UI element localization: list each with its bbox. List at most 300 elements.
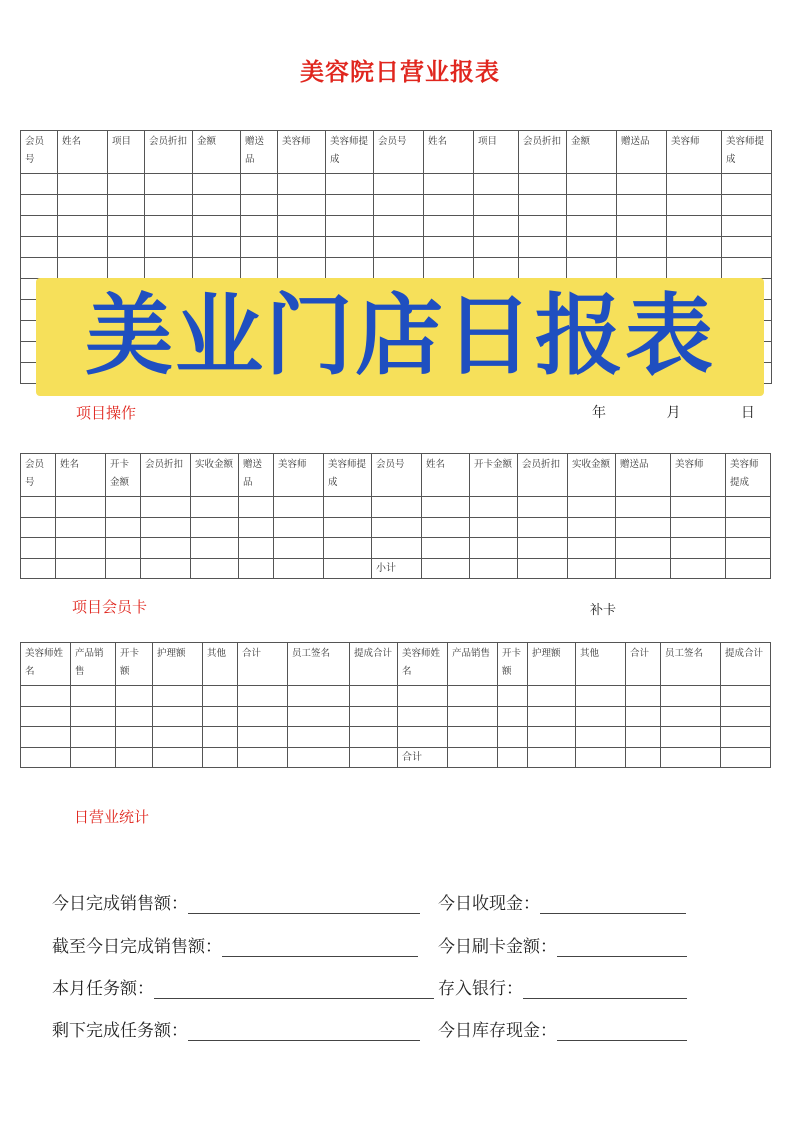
column-header: 会员号 bbox=[372, 454, 422, 497]
column-header: 项目 bbox=[474, 131, 519, 174]
column-header: 金额 bbox=[193, 131, 241, 174]
table-cell[interactable] bbox=[667, 258, 722, 279]
table-cell[interactable] bbox=[108, 258, 145, 279]
column-header: 实收金额 bbox=[191, 454, 239, 497]
table-cell[interactable] bbox=[374, 216, 424, 237]
table-cell[interactable] bbox=[617, 258, 667, 279]
table-cell[interactable] bbox=[372, 538, 422, 559]
report-title: 美容院日营业报表 bbox=[300, 58, 500, 86]
column-header: 美容师 bbox=[667, 131, 722, 174]
column-header: 员工签名 bbox=[288, 643, 350, 686]
table-cell[interactable] bbox=[721, 706, 771, 727]
table-cell[interactable] bbox=[203, 727, 238, 748]
table-cell[interactable] bbox=[474, 174, 519, 195]
table-cell[interactable] bbox=[21, 195, 58, 216]
table-cell[interactable] bbox=[398, 686, 448, 707]
table-cell[interactable] bbox=[567, 195, 617, 216]
table-cell[interactable] bbox=[191, 558, 239, 579]
table-row bbox=[21, 174, 772, 195]
table-cell[interactable] bbox=[241, 174, 278, 195]
column-header: 会员折扣 bbox=[145, 131, 193, 174]
blank-line[interactable] bbox=[557, 938, 687, 957]
table-cell[interactable] bbox=[71, 686, 116, 707]
table-cell[interactable] bbox=[324, 517, 372, 538]
table-cell[interactable] bbox=[519, 258, 567, 279]
table-cell[interactable] bbox=[422, 497, 470, 518]
table-cell[interactable] bbox=[116, 706, 153, 727]
table-cell[interactable] bbox=[153, 686, 203, 707]
column-header: 会员折扣 bbox=[519, 131, 567, 174]
table-cell[interactable] bbox=[278, 174, 326, 195]
table-cell[interactable] bbox=[106, 497, 141, 518]
table-cell[interactable] bbox=[274, 497, 324, 518]
column-header: 护理额 bbox=[153, 643, 203, 686]
table-cell[interactable] bbox=[616, 517, 671, 538]
table-cell[interactable] bbox=[106, 558, 141, 579]
table-cell[interactable] bbox=[108, 216, 145, 237]
table-cell[interactable] bbox=[58, 216, 108, 237]
table-cell[interactable] bbox=[722, 174, 772, 195]
table-cell[interactable] bbox=[241, 237, 278, 258]
table-cell[interactable] bbox=[528, 686, 576, 707]
column-header: 开卡金额 bbox=[106, 454, 141, 497]
table-cell[interactable] bbox=[667, 174, 722, 195]
table-row bbox=[21, 538, 771, 559]
table-cell[interactable] bbox=[21, 538, 56, 559]
column-header: 美容师 bbox=[278, 131, 326, 174]
table-cell[interactable] bbox=[474, 258, 519, 279]
table-cell[interactable] bbox=[71, 747, 116, 768]
table-cell[interactable] bbox=[661, 747, 721, 768]
column-header: 产品销售 bbox=[71, 643, 116, 686]
column-header: 员工签名 bbox=[661, 643, 721, 686]
table-total-label: 合计 bbox=[398, 747, 448, 768]
section-label-project-operation: 项目操作 bbox=[76, 404, 137, 422]
table-cell[interactable] bbox=[326, 237, 374, 258]
table-cell[interactable] bbox=[568, 538, 616, 559]
column-header: 赠送品 bbox=[616, 454, 671, 497]
column-header: 项目 bbox=[108, 131, 145, 174]
table-cell[interactable] bbox=[58, 195, 108, 216]
table-cell[interactable] bbox=[722, 237, 772, 258]
table-cell[interactable] bbox=[422, 517, 470, 538]
column-header: 其他 bbox=[203, 643, 238, 686]
table-cell[interactable] bbox=[241, 195, 278, 216]
table-cell[interactable] bbox=[288, 706, 350, 727]
table-cell[interactable] bbox=[326, 216, 374, 237]
blank-line[interactable] bbox=[557, 1022, 687, 1041]
table-cell[interactable] bbox=[21, 174, 58, 195]
table-row bbox=[21, 517, 771, 538]
table-cell[interactable] bbox=[145, 237, 193, 258]
table-cell[interactable] bbox=[671, 517, 726, 538]
table-cell[interactable] bbox=[576, 706, 626, 727]
table-cell[interactable] bbox=[278, 216, 326, 237]
table-cell[interactable] bbox=[617, 237, 667, 258]
table-cell[interactable] bbox=[518, 517, 568, 538]
table-cell[interactable] bbox=[193, 258, 241, 279]
blank-line[interactable] bbox=[154, 980, 434, 999]
blank-line[interactable] bbox=[222, 938, 418, 957]
table-row bbox=[21, 497, 771, 518]
table-cell[interactable] bbox=[141, 497, 191, 518]
table-cell[interactable] bbox=[424, 237, 474, 258]
column-header: 合计 bbox=[626, 643, 661, 686]
table-cell[interactable] bbox=[372, 517, 422, 538]
table-cell[interactable] bbox=[626, 706, 661, 727]
table-row bbox=[21, 727, 771, 748]
table-cell[interactable] bbox=[239, 517, 274, 538]
column-header: 美容师提成 bbox=[324, 454, 372, 497]
table-row bbox=[21, 237, 772, 258]
table-cell[interactable] bbox=[567, 258, 617, 279]
table-cell[interactable] bbox=[470, 497, 518, 518]
header-row bbox=[21, 643, 771, 686]
table-cell[interactable] bbox=[374, 195, 424, 216]
table-cell[interactable] bbox=[519, 216, 567, 237]
table-cell[interactable] bbox=[448, 727, 498, 748]
blank-line[interactable] bbox=[523, 980, 687, 999]
table-row bbox=[21, 706, 771, 727]
table-cell[interactable] bbox=[498, 706, 528, 727]
table-row bbox=[21, 195, 772, 216]
table-cell[interactable] bbox=[726, 558, 771, 579]
table-cell[interactable] bbox=[498, 727, 528, 748]
column-header: 赠送品 bbox=[241, 131, 278, 174]
table-cell[interactable] bbox=[116, 747, 153, 768]
table-cell[interactable] bbox=[274, 517, 324, 538]
table-row bbox=[21, 686, 771, 707]
column-header: 会员折扣 bbox=[141, 454, 191, 497]
table-cell[interactable] bbox=[567, 216, 617, 237]
column-header: 美容师提成 bbox=[722, 131, 772, 174]
table-cell[interactable] bbox=[424, 195, 474, 216]
table-cell[interactable] bbox=[722, 258, 772, 279]
table-cell[interactable] bbox=[145, 195, 193, 216]
table-cell[interactable] bbox=[661, 727, 721, 748]
table-row bbox=[21, 258, 772, 279]
table-cell[interactable] bbox=[616, 497, 671, 518]
summary-label: 剩下完成任务额： bbox=[52, 1021, 188, 1041]
table-cell[interactable] bbox=[626, 727, 661, 748]
table-cell[interactable] bbox=[191, 497, 239, 518]
table-cell[interactable] bbox=[326, 174, 374, 195]
table-cell[interactable] bbox=[21, 497, 56, 518]
column-header: 美容师提成 bbox=[726, 454, 771, 497]
table-cell[interactable] bbox=[398, 706, 448, 727]
column-header: 会员号 bbox=[21, 454, 56, 497]
column-header: 会员号 bbox=[374, 131, 424, 174]
column-header: 美容师提成 bbox=[326, 131, 374, 174]
table-cell[interactable] bbox=[474, 237, 519, 258]
table-cell[interactable] bbox=[721, 727, 771, 748]
column-header: 美容师 bbox=[671, 454, 726, 497]
summary-label: 今日刷卡金额： bbox=[438, 937, 557, 957]
table-cell[interactable] bbox=[145, 174, 193, 195]
table-cell[interactable] bbox=[58, 174, 108, 195]
column-header: 其他 bbox=[576, 643, 626, 686]
table-cell[interactable] bbox=[326, 258, 374, 279]
table-cell[interactable] bbox=[576, 747, 626, 768]
reissue-card-label: 补卡 bbox=[590, 603, 617, 618]
table-cell[interactable] bbox=[518, 538, 568, 559]
table-cell[interactable] bbox=[498, 686, 528, 707]
table-cell[interactable] bbox=[518, 558, 568, 579]
table-cell[interactable] bbox=[324, 538, 372, 559]
table-cell[interactable] bbox=[667, 195, 722, 216]
table-cell[interactable] bbox=[21, 558, 56, 579]
column-header: 赠送品 bbox=[239, 454, 274, 497]
table-cell[interactable] bbox=[567, 237, 617, 258]
table-cell[interactable] bbox=[239, 497, 274, 518]
section-label-daily-stats: 日营业统计 bbox=[74, 808, 150, 826]
table-cell[interactable] bbox=[576, 686, 626, 707]
table-cell[interactable] bbox=[274, 558, 324, 579]
table-cell[interactable] bbox=[576, 727, 626, 748]
column-header: 姓名 bbox=[424, 131, 474, 174]
table-cell[interactable] bbox=[193, 174, 241, 195]
table-cell[interactable] bbox=[424, 216, 474, 237]
table-cell[interactable] bbox=[722, 195, 772, 216]
table-cell[interactable] bbox=[617, 216, 667, 237]
table-cell[interactable] bbox=[21, 686, 71, 707]
table-cell[interactable] bbox=[203, 706, 238, 727]
table-cell[interactable] bbox=[288, 747, 350, 768]
column-header: 金额 bbox=[567, 131, 617, 174]
table-cell[interactable] bbox=[238, 706, 288, 727]
table-cell[interactable] bbox=[626, 686, 661, 707]
table-cell[interactable] bbox=[141, 517, 191, 538]
table-cell[interactable] bbox=[721, 747, 771, 768]
table-cell[interactable] bbox=[241, 258, 278, 279]
table-cell[interactable] bbox=[424, 174, 474, 195]
table-cell[interactable] bbox=[108, 237, 145, 258]
table-cell[interactable] bbox=[350, 686, 398, 707]
table-cell[interactable] bbox=[528, 727, 576, 748]
header-row bbox=[21, 131, 772, 174]
table-cell[interactable] bbox=[153, 727, 203, 748]
table-cell[interactable] bbox=[238, 727, 288, 748]
table-cell[interactable] bbox=[671, 497, 726, 518]
summary-row-4-right bbox=[438, 1016, 687, 1041]
table-cell[interactable] bbox=[671, 538, 726, 559]
table-cell[interactable] bbox=[616, 538, 671, 559]
table-cell[interactable] bbox=[528, 706, 576, 727]
column-header: 护理额 bbox=[528, 643, 576, 686]
table-cell[interactable] bbox=[568, 558, 616, 579]
section-label-membership-card: 项目会员卡 bbox=[72, 598, 148, 616]
summary-row-1-left bbox=[52, 889, 420, 914]
table-cell[interactable] bbox=[671, 558, 726, 579]
table-cell[interactable] bbox=[568, 517, 616, 538]
table-cell[interactable] bbox=[108, 195, 145, 216]
table-cell[interactable] bbox=[21, 237, 58, 258]
table-cell[interactable] bbox=[398, 727, 448, 748]
table-cell[interactable] bbox=[278, 237, 326, 258]
summary-label: 今日库存现金： bbox=[438, 1021, 557, 1041]
table-cell[interactable] bbox=[424, 258, 474, 279]
table-cell[interactable] bbox=[106, 517, 141, 538]
table-cell[interactable] bbox=[21, 258, 58, 279]
table-cell[interactable] bbox=[141, 558, 191, 579]
table-cell[interactable] bbox=[153, 706, 203, 727]
summary-row-2-left bbox=[52, 932, 418, 957]
table-cell[interactable] bbox=[21, 216, 58, 237]
blank-line[interactable] bbox=[188, 1022, 420, 1041]
table-cell[interactable] bbox=[191, 538, 239, 559]
column-header: 合计 bbox=[238, 643, 288, 686]
table-cell[interactable] bbox=[567, 174, 617, 195]
table-cell[interactable] bbox=[239, 538, 274, 559]
column-header: 提成合计 bbox=[721, 643, 771, 686]
table-cell[interactable] bbox=[374, 174, 424, 195]
summary-label: 截至今日完成销售额： bbox=[52, 937, 222, 957]
blank-line[interactable] bbox=[188, 895, 420, 914]
column-header: 开卡额 bbox=[116, 643, 153, 686]
summary-row-2-right bbox=[438, 932, 687, 957]
header-row bbox=[21, 454, 771, 497]
table-cell[interactable] bbox=[193, 195, 241, 216]
table-cell[interactable] bbox=[241, 216, 278, 237]
summary-label: 存入银行： bbox=[438, 979, 523, 999]
summary-row-4-left bbox=[52, 1016, 420, 1041]
table-cell[interactable] bbox=[56, 497, 106, 518]
table-cell[interactable] bbox=[288, 727, 350, 748]
column-header: 会员折扣 bbox=[518, 454, 568, 497]
table-cell[interactable] bbox=[141, 538, 191, 559]
table-cell[interactable] bbox=[71, 727, 116, 748]
column-header: 美容师姓名 bbox=[21, 643, 71, 686]
table-cell[interactable] bbox=[288, 686, 350, 707]
membership-card-table bbox=[20, 453, 771, 579]
column-header: 实收金额 bbox=[568, 454, 616, 497]
table-cell[interactable] bbox=[519, 195, 567, 216]
table-cell[interactable] bbox=[21, 747, 71, 768]
table-cell[interactable] bbox=[667, 216, 722, 237]
column-header: 开卡额 bbox=[498, 643, 528, 686]
table-cell[interactable] bbox=[448, 686, 498, 707]
table-cell[interactable] bbox=[191, 517, 239, 538]
table-cell[interactable] bbox=[661, 686, 721, 707]
table-cell[interactable] bbox=[470, 558, 518, 579]
column-header: 美容师 bbox=[274, 454, 324, 497]
table-cell[interactable] bbox=[58, 237, 108, 258]
table-cell[interactable] bbox=[617, 174, 667, 195]
table-cell[interactable] bbox=[21, 727, 71, 748]
table-cell[interactable] bbox=[498, 747, 528, 768]
table-cell[interactable] bbox=[278, 258, 326, 279]
table-cell[interactable] bbox=[116, 727, 153, 748]
table-cell[interactable] bbox=[274, 538, 324, 559]
table-cell[interactable] bbox=[474, 195, 519, 216]
table-cell[interactable] bbox=[108, 174, 145, 195]
table-cell[interactable] bbox=[239, 558, 274, 579]
table-cell[interactable] bbox=[518, 497, 568, 518]
column-header: 开卡金额 bbox=[470, 454, 518, 497]
table-row bbox=[21, 558, 771, 579]
date-label: 年 月 日 bbox=[592, 405, 783, 421]
table-cell[interactable] bbox=[106, 538, 141, 559]
table-cell[interactable] bbox=[374, 258, 424, 279]
table-cell[interactable] bbox=[71, 706, 116, 727]
table-total-label: 小计 bbox=[372, 558, 422, 579]
table-cell[interactable] bbox=[374, 237, 424, 258]
column-header: 姓名 bbox=[422, 454, 470, 497]
table-cell[interactable] bbox=[153, 747, 203, 768]
table-row bbox=[21, 216, 772, 237]
table-cell[interactable] bbox=[372, 497, 422, 518]
table-cell[interactable] bbox=[528, 747, 576, 768]
summary-row-3-right bbox=[438, 974, 687, 999]
table-cell[interactable] bbox=[350, 727, 398, 748]
table-cell[interactable] bbox=[238, 686, 288, 707]
table-cell[interactable] bbox=[448, 747, 498, 768]
table-cell[interactable] bbox=[116, 686, 153, 707]
summary-label: 本月任务额： bbox=[52, 979, 154, 999]
table-cell[interactable] bbox=[661, 706, 721, 727]
table-cell[interactable] bbox=[422, 558, 470, 579]
table-cell[interactable] bbox=[324, 497, 372, 518]
table-cell[interactable] bbox=[203, 747, 238, 768]
table-cell[interactable] bbox=[470, 517, 518, 538]
table-cell[interactable] bbox=[350, 747, 398, 768]
table-cell[interactable] bbox=[422, 538, 470, 559]
column-header: 会员号 bbox=[21, 131, 58, 174]
table-cell[interactable] bbox=[721, 686, 771, 707]
table-cell[interactable] bbox=[58, 258, 108, 279]
table-cell[interactable] bbox=[324, 558, 372, 579]
table-cell[interactable] bbox=[350, 706, 398, 727]
table-cell[interactable] bbox=[326, 195, 374, 216]
table-cell[interactable] bbox=[145, 258, 193, 279]
table-cell[interactable] bbox=[568, 497, 616, 518]
table-cell[interactable] bbox=[203, 686, 238, 707]
table-cell[interactable] bbox=[448, 706, 498, 727]
table-cell[interactable] bbox=[21, 706, 71, 727]
table-row bbox=[21, 747, 771, 768]
daily-business-table bbox=[20, 642, 771, 768]
table-cell[interactable] bbox=[145, 216, 193, 237]
table-cell[interactable] bbox=[21, 517, 56, 538]
table-cell[interactable] bbox=[193, 216, 241, 237]
table-cell[interactable] bbox=[726, 538, 771, 559]
table-cell[interactable] bbox=[626, 747, 661, 768]
blank-line[interactable] bbox=[540, 895, 686, 914]
table-cell[interactable] bbox=[56, 517, 106, 538]
table-cell[interactable] bbox=[56, 538, 106, 559]
column-header: 姓名 bbox=[56, 454, 106, 497]
table-cell[interactable] bbox=[667, 237, 722, 258]
table-cell[interactable] bbox=[726, 517, 771, 538]
table-cell[interactable] bbox=[726, 497, 771, 518]
table-cell[interactable] bbox=[722, 216, 772, 237]
table-cell[interactable] bbox=[519, 174, 567, 195]
table-cell[interactable] bbox=[278, 195, 326, 216]
summary-row-1-right bbox=[438, 889, 686, 914]
table-cell[interactable] bbox=[616, 558, 671, 579]
table-cell[interactable] bbox=[193, 237, 241, 258]
column-header: 产品销售 bbox=[448, 643, 498, 686]
table-cell[interactable] bbox=[474, 216, 519, 237]
table-cell[interactable] bbox=[617, 195, 667, 216]
summary-label: 今日完成销售额： bbox=[52, 894, 188, 914]
column-header: 姓名 bbox=[58, 131, 108, 174]
summary-row-3-left bbox=[52, 974, 434, 999]
table-cell[interactable] bbox=[238, 747, 288, 768]
table-cell[interactable] bbox=[470, 538, 518, 559]
table-cell[interactable] bbox=[519, 237, 567, 258]
table-cell[interactable] bbox=[56, 558, 106, 579]
